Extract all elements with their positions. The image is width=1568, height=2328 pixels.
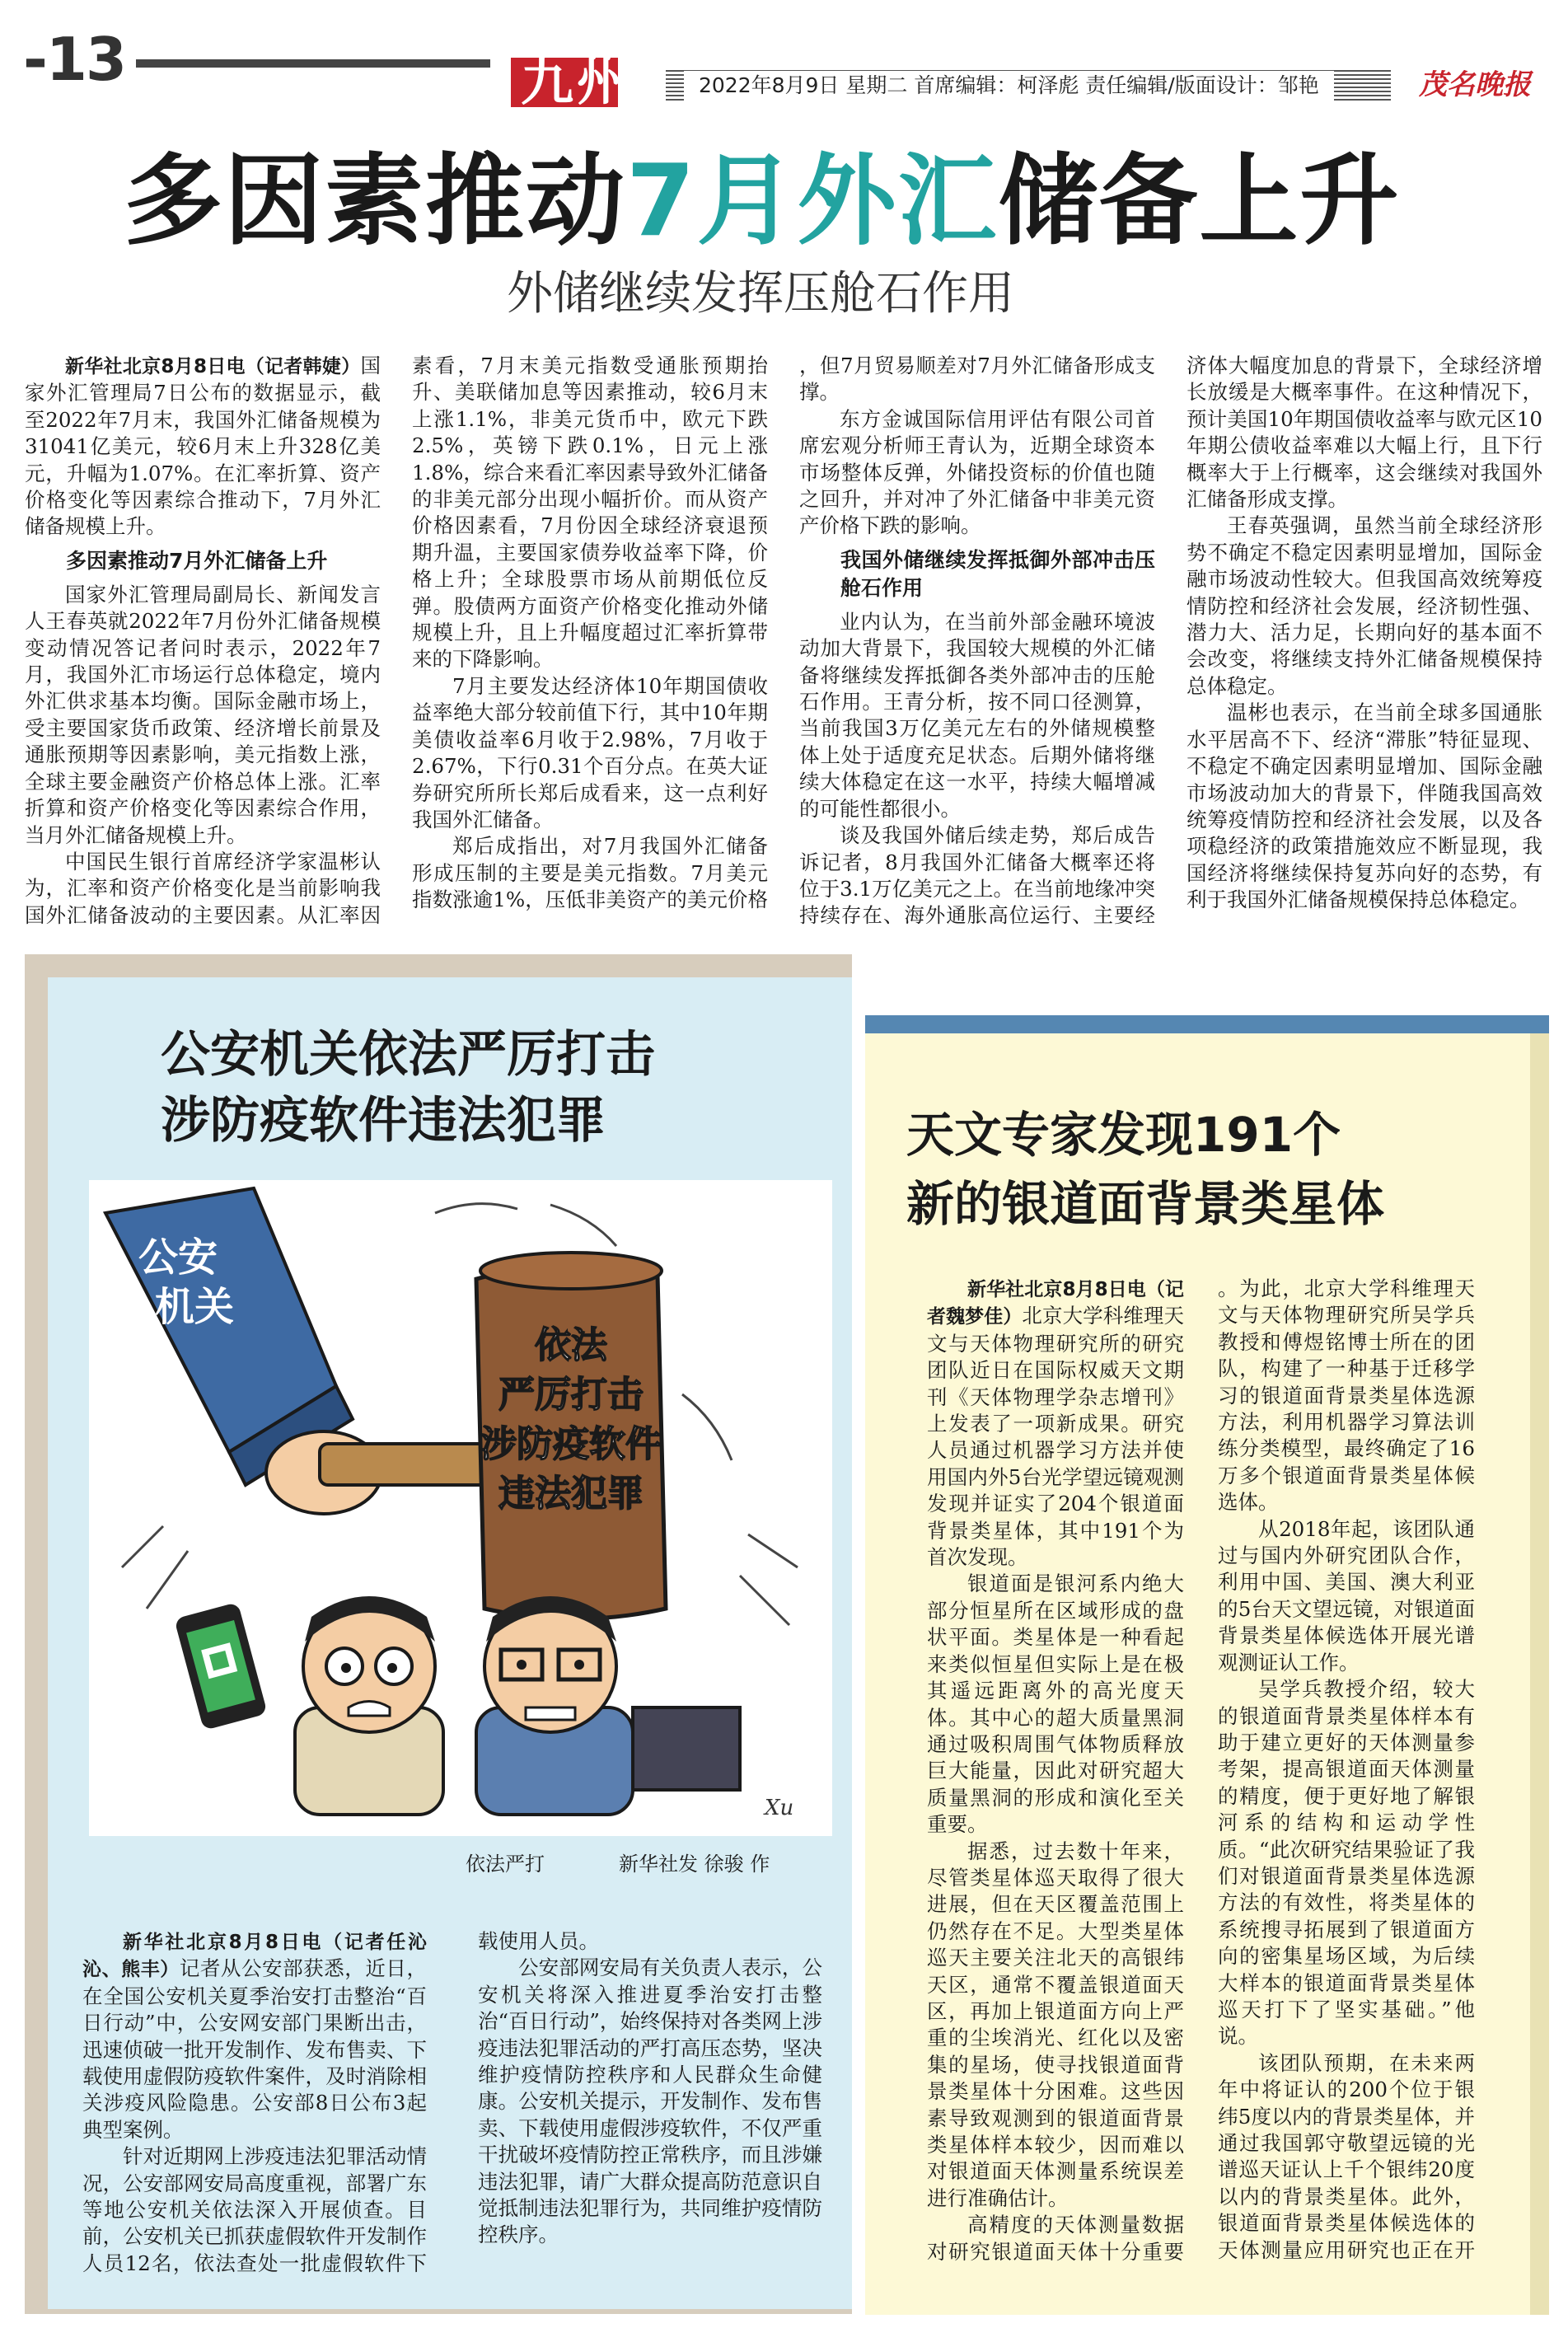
astro-box-edge — [1530, 1033, 1549, 2315]
article-paragraph — [927, 1276, 1184, 1571]
article-paragraph: 据悉，过去数十年来，尽管类星体巡天取得了很大进展，但在天区覆盖范围上仍然存在不足。大型类星体巡天主要关注北天的高银纬天区，通常不覆盖银道面天区，再加上银道面方向上严重的尘埃消光、红化以及密集的星场，使寻找银道面背景类星体十分困难。这些因素导致观测到的银道面背景类星体样本较少，因而难以对银道面天体测量系统误差进行准确估计。 — [927, 1839, 1184, 2210]
article-text: 记者从公安部获悉，近日，在全国公安机关夏季治安打击整治“百日行动”中，公安网安部门果断出击，迅速侦破一批开发制作、发布售卖、下载使用虚假防疫软件案件，及时消除相关涉疫风险隐患。公安部8日公布3起典型案例。 — [82, 1956, 427, 2142]
page-number: -13 — [23, 25, 126, 94]
editorial-cartoon — [89, 1180, 832, 1836]
article-paragraph: 银道面是银河系内绝大部分恒星所在区域形成的盘状平面。类星体是一种看起来类似恒星但实际上是在极其遥远距离外的高光度天体。其中心的超大质量黑洞通过吸积周围气体物质释放巨大能量，因此对研究超大质量黑洞的形成和演化至关重要。 — [927, 1572, 1184, 1837]
suspect-1-pupil-right — [387, 1663, 397, 1673]
headline-part-2: 储备上升 — [998, 144, 1401, 259]
astro-headline-line-2: 新的银道面背景类星体 — [906, 1176, 1385, 1232]
hammer-top — [480, 1253, 662, 1289]
article-paragraph: 。为此，北京大学科维理天文与天体物理研究所吴学兵教授和傅煜铭博士所在的团队，构建了一种基于迁移学习的银道面背景类星体选源方法，利用机器学习算法训练分类模型，最终确定了16万多个银道面背景类星体候选体。 — [1218, 1276, 1475, 1515]
article-paragraph: 7月主要发达经济体10年期国债收益率绝大部分较前值下行，其中10年期美债收益率6月收于2.98%，7月收于2.67%，下行0.31个百分点。在英大证券研究所所长郑后成看来，这一点利好我国外汇储备。 — [412, 673, 768, 831]
police-headline-line-1: 公安机关依法严厉打击 — [161, 1026, 655, 1084]
article-paragraph: 该团队预期，在未来两年中将证认的200个位于银纬5度以内的背景类星体，并通过我国郭守敬望远镜的光谱巡天证认上千个银纬20度以内的背景类星体。此外，银道面背景类星体候选体的天体测量应用研究也正在开 — [1218, 2050, 1475, 2262]
article-paragraph — [82, 1928, 427, 2143]
police-column-1 — [82, 1928, 427, 2277]
article-byline: 新华社北京8月8日电（记者韩婕） — [65, 356, 361, 377]
article-paragraph: 载使用人员。 — [478, 1929, 599, 1953]
suspect-figure-2 — [476, 1596, 633, 1815]
police-headline — [161, 1022, 655, 1154]
main-subheadline: 外储继续发挥压舱石作用 — [507, 267, 1014, 321]
caption-title: 依法严打 — [466, 1853, 545, 1876]
article-paragraph: 针对近期网上涉疫违法犯罪活动情况，公安部网安局高度重视，部署广东等地公安机关依法深入开展侦查。目前，公安机关已抓获虚假软件开发制作人员12名，依法查处一批虚假软件下 — [82, 2144, 427, 2275]
article-byline: 新华社北京8月8日电（记者魏梦佳） — [927, 1279, 1184, 1328]
suspect-2-pupil-left — [517, 1660, 527, 1670]
police-headline-line-2: 涉防疫软件违法犯罪 — [161, 1092, 606, 1150]
article-paragraph — [25, 353, 381, 541]
astro-headline-line-1: 天文专家发现191个 — [906, 1107, 1341, 1163]
section-badge — [511, 31, 651, 114]
header-rule — [136, 59, 490, 68]
sleeve-label-2: 机关 — [155, 1284, 235, 1330]
article-paragraph: 高精度的天体测量数据对研究银道面天体十分重要 — [927, 2213, 1184, 2264]
cartoon-caption — [466, 1848, 770, 1876]
suspect-1-pupil-left — [341, 1663, 351, 1673]
article-column-1 — [25, 353, 381, 929]
hammer-label-3: 涉防疫软件 — [480, 1423, 662, 1465]
astro-column-2 — [1218, 1276, 1475, 2264]
hammer-label-2: 严厉打击 — [498, 1374, 644, 1416]
article-subhead: 多因素推动7月外汇储备上升 — [66, 548, 328, 573]
article-paragraph: 温彬也表示，在当前全球多国通胀水平居高不下、经济“滞胀”特征显现、不稳定不确定因素明显增加、国际金融市场波动加大的背景下，伴随我国高效统筹疫情防控和经济社会发展，以及各项稳经济的政策措施效应不断显现，我国经济将继续保持复苏向好的态势，有利于我国外汇储备规模保持总体稳定。 — [1187, 700, 1542, 912]
article-column-2 — [412, 353, 768, 914]
headline-highlight: 7月外汇 — [626, 144, 999, 259]
hammer-label-1: 依法 — [535, 1324, 607, 1366]
suspect-figure-1 — [295, 1596, 443, 1815]
article-paragraph: 济体大幅度加息的背景下，全球经济增长放缓是大概率事件。在这种情况下，预计美国10年期国债收益率与欧元区10年期公债收益率难以大幅上行，且下行概率大于上行概率，这会继续对我国外汇储备形成支撑。 — [1187, 354, 1542, 512]
astro-headline — [906, 1100, 1384, 1239]
article-column-4 — [1187, 353, 1542, 914]
masthead-logo: 茂名晚报 — [1401, 68, 1549, 102]
article-text: 北京大学科维理天文与天体物理研究所的研究团队近日在国际权威天文期刊《天体物理学杂志增刊》上发表了一项新成果。研究人员通过机器学习方法并使用国内外5台光学望远镜观测发现并证实了204个银道面背景类星体，其中191个为首次发现。 — [927, 1304, 1185, 1570]
suspect-1-mouth — [349, 1702, 390, 1717]
hammer-label-4: 违法犯罪 — [498, 1473, 644, 1515]
police-column-2 — [478, 1928, 822, 2249]
article-paragraph: 东方金诚国际信用评估有限公司首席宏观分析师王青认为，近期全球资本市场整体反弹，外储投资标的价值也随之回升，并对冲了外汇储备中非美元资产价格下跌的影响。 — [799, 406, 1155, 538]
article-paragraph: 公安部网安局有关负责人表示，公安机关将深入推进夏季治安打击整治“百日行动”，始终保持对各类网上涉疫违法犯罪活动的严打高压态势，坚决维护疫情防控秩序和人民群众生命健康。公安机关提示，开发制作、发布售卖、下载使用虚假涉疫软件，不仅严重干扰破坏疫情防控正常秩序，而且涉嫌违法犯罪，请广大群众提高防范意识自觉抵制违法犯罪行为，共同维护疫情防控秩序。 — [478, 1956, 822, 2247]
section-name: 九州 — [521, 51, 633, 113]
cartoon-illustration — [89, 1180, 832, 1836]
article-subhead: 我国外储继续发挥抵御外部冲击压舱石作用 — [840, 547, 1155, 600]
main-headline — [124, 144, 1401, 260]
issue-info: 2022年8月9日 星期二 首席编辑：柯泽彪 责任编辑/版面设计：邹艳 — [684, 71, 1334, 101]
article-paragraph: 王春英强调，虽然当前全球经济形势不确定不稳定因素明显增加，国际金融市场波动性较大。但我国高效统筹疫情防控和经济社会发展，经济韧性强、潜力大、活力足，长期向好的基本面不会改变，将继续支持外汇储备规模保持总体稳定。 — [1187, 513, 1542, 698]
astro-column-1 — [927, 1276, 1184, 2265]
article-text: 国家外汇管理局7日公布的数据显示，截至2022年7月末，我国外汇储备规模为31041亿美元，较6月末上升328亿美元，升幅为1.07%。在汇率折算、资产价格变化等因素综合推动下，7月外汇储备规模上升。 — [25, 354, 381, 539]
headline-part-1: 多因素推动 — [124, 144, 626, 259]
article-paragraph: 素看，7月末美元指数受通胀预期抬升、美联储加息等因素推动，较6月末上涨1.1%，非美元货币中，欧元下跌2.5%，英镑下跌0.1%，日元上涨1.8%，综合来看汇率因素导致外汇储备的非美元部分出现小幅折价。而从资产价格因素看，7月份因全球经济衰退预期升温，主要国家债券收益率下降，价格上升；全球股票市场从前期低位反弹。股债两方面资产价格变化推动外储规模上升，且上升幅度超过汇率折算带来的下降影响。 — [412, 354, 768, 672]
article-byline: 新华社北京8月8日电（记者任沁沁、熊丰） — [82, 1932, 427, 1981]
article-paragraph: 从2018年起，该团队通过与国内外研究团队合作，利用中国、美国、澳大利亚的5台天文望远镜，对银道面背景类星体候选体开展光谱观测证认工作。 — [1218, 1516, 1475, 1675]
article-paragraph: 谈及我国外储后续走势，郑后成告诉记者，8月我国外汇储备大概率还将位于3.1万亿美元之上。在当前地缘冲突持续存在、海外通胀高位运行、主要经 — [799, 823, 1155, 928]
suspect-2-mouth — [526, 1707, 575, 1720]
article-paragraph: 郑后成指出，对7月我国外汇储备形成压制的主要是美元指数。7月美元指数涨逾1%，压低非美资产的美元价格 — [412, 834, 768, 912]
suspect-2-pupil-right — [574, 1660, 584, 1670]
phone-qr-icon — [174, 1602, 268, 1731]
article-paragraph: ，但7月贸易顺差对7月外汇储备形成支撑。 — [799, 354, 1155, 405]
laptop-icon — [633, 1707, 740, 1790]
article-paragraph: 中国民生银行首席经济学家温彬认为，汇率和资产价格变化是当前影响我国外汇储备波动的主要因素。从汇率因 — [25, 849, 381, 927]
article-paragraph: 吴学兵教授介绍，较大的银道面背景类星体样本有助于建立更好的天体测量参考架，提高银道面天体测量的精度，便于更好地了解银河系的结构和运动学性质。“此次研究结果验证了我们对银道面背景类星体选源方法的有效性，将类星体的系统搜寻拓展到了银道面方向的密集星场区域，为后续大样本的银道面背景类星体巡天打下了坚实基础。”他说。 — [1218, 1677, 1475, 2049]
sleeve-label-1: 公安 — [138, 1234, 218, 1281]
article-paragraph: 业内认为，在当前外部金融环境波动加大背景下，我国较大规模的外汇储备将继续发挥抵御各类外部冲击的压舱石作用。王青分析，按不同口径测算，当前我国3万亿美元左右的外储规模整体上处于适度充足状态。后期外储将继续大体稳定在这一水平，持续大幅增减的可能性都很小。 — [799, 609, 1155, 821]
caption-credit: 新华社发 徐骏 作 — [619, 1853, 770, 1876]
artist-signature: Xu — [765, 1796, 794, 1820]
article-paragraph: 国家外汇管理局副局长、新闻发言人王春英就2022年7月份外汇储备规模变动情况答记者问时表示，2022年7月，我国外汇市场运行总体稳定，境内外汇供求基本均衡。国际金融市场上，受主要国家货币政策、经济增长前景及通胀预期等因素影响，美元指数上涨，全球主要金融资产价格总体上涨。汇率折算和资产价格变化等因素综合作用，当月外汇储备规模上升。 — [25, 582, 381, 847]
article-column-3 — [799, 353, 1155, 930]
astro-box-bar — [865, 1015, 1549, 1033]
